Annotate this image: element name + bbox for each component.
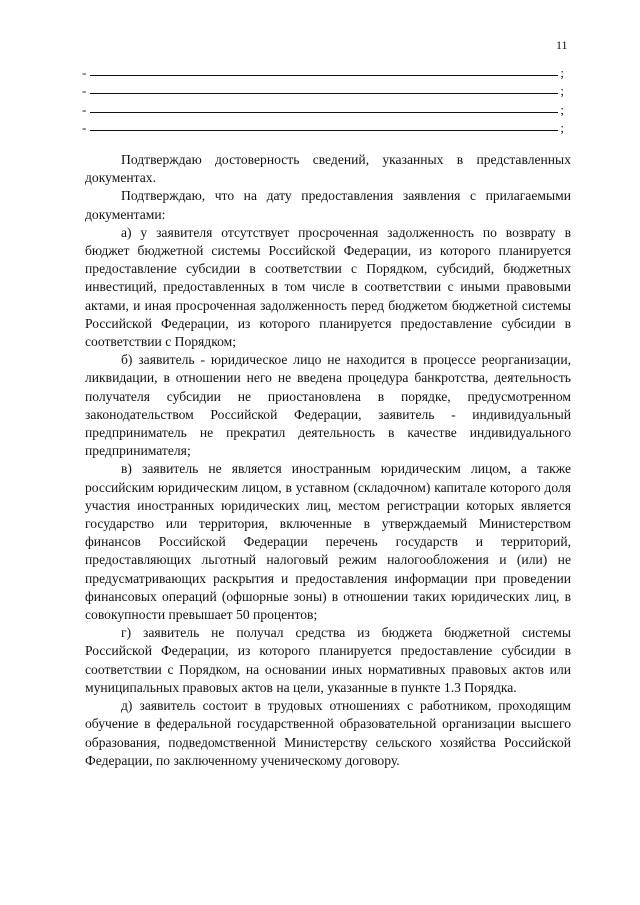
blank-line	[82, 98, 564, 117]
blank-line	[82, 80, 564, 99]
page-number: 11	[556, 38, 568, 52]
blank-line	[82, 117, 564, 136]
blank-line	[82, 61, 564, 80]
paragraph-item-a: а) у заявителя отсутствует просроченная задолженность по возврату в бюджет бюджетной системы Российской Федерации, из которого планируется предоставление субсидии в соответствии с Порядком, субсидий, бюджетных инвестиций, предоставленных в том числе в соответствии с иными правовыми актами, и иная просроченная задолженность перед бюджетом бюджетной системы Российской Федерации, из которого планируется предоставление субсидии в соответствии с Порядком;	[85, 224, 571, 350]
paragraph-item-v: в) заявитель не является иностранным юридическим лицом, а также российским юридическим лицом, в уставном (складочном) капитале которого доля участия иностранных юридических лиц, местом регистрации которых является государство или территория, включенные в утверждаемый Министерством финансов Российской Федерации перечень государств и территорий, предоставляющих льготный налоговый режим налогообложения и (или) не предусматривающих раскрытия и предоставления информации при проведении финансовых операций (офшорные зоны) в отношении таких юридических лиц, в совокупности превышает 50 процентов;	[85, 461, 571, 623]
paragraph-item-d: д) заявитель состоит в трудовых отношениях с работником, проходящим обучение в федеральной государственной образовательной организации высшего образования, подведомственной Министерству сельского хозяйства Российской Федерации, по заключенному ученическому договору.	[85, 698, 571, 768]
paragraph-item-b: б) заявитель - юридическое лицо не находится в процессе реорганизации, ликвидации, в отношении него не введена процедура банкротства, деятельность получателя субсидии не приостановлена в порядке, предусмотренном законодательством Российской Федерации, заявитель - индивидуальный предприниматель не прекратил деятельность в качестве индивидуального предпринимателя;	[85, 352, 571, 459]
blank-line-rule	[90, 112, 558, 113]
blank-line-suffix: ;	[560, 83, 564, 98]
blank-line-suffix: ;	[560, 64, 564, 80]
declaration-text	[85, 151, 571, 770]
blank-line-rule	[90, 130, 558, 131]
blank-line-prefix: -	[82, 120, 87, 135]
blank-fill-lines	[82, 61, 564, 135]
blank-line-rule	[90, 93, 558, 94]
paragraph-item-g: г) заявитель не получал средства из бюджета бюджетной системы Российской Федерации, из которого планируется предоставление субсидии в соответствии с Порядком, на основании иных нормативных правовых актов или муниципальных правовых актов на цели, указанные в пункте 1.3 Порядка.	[85, 625, 571, 695]
blank-line-suffix: ;	[560, 120, 564, 135]
blank-line-suffix: ;	[560, 101, 564, 117]
blank-line-rule	[90, 75, 558, 76]
blank-line-prefix: -	[82, 83, 87, 98]
blank-line-prefix: -	[82, 64, 87, 80]
blank-line-prefix: -	[82, 101, 87, 117]
paragraph-confirm-accuracy: Подтверждаю достоверность сведений, указанных в представленных документах.	[85, 152, 571, 186]
paragraph-confirm-date: Подтверждаю, что на дату предоставления заявления с прилагаемыми документами:	[85, 188, 571, 222]
